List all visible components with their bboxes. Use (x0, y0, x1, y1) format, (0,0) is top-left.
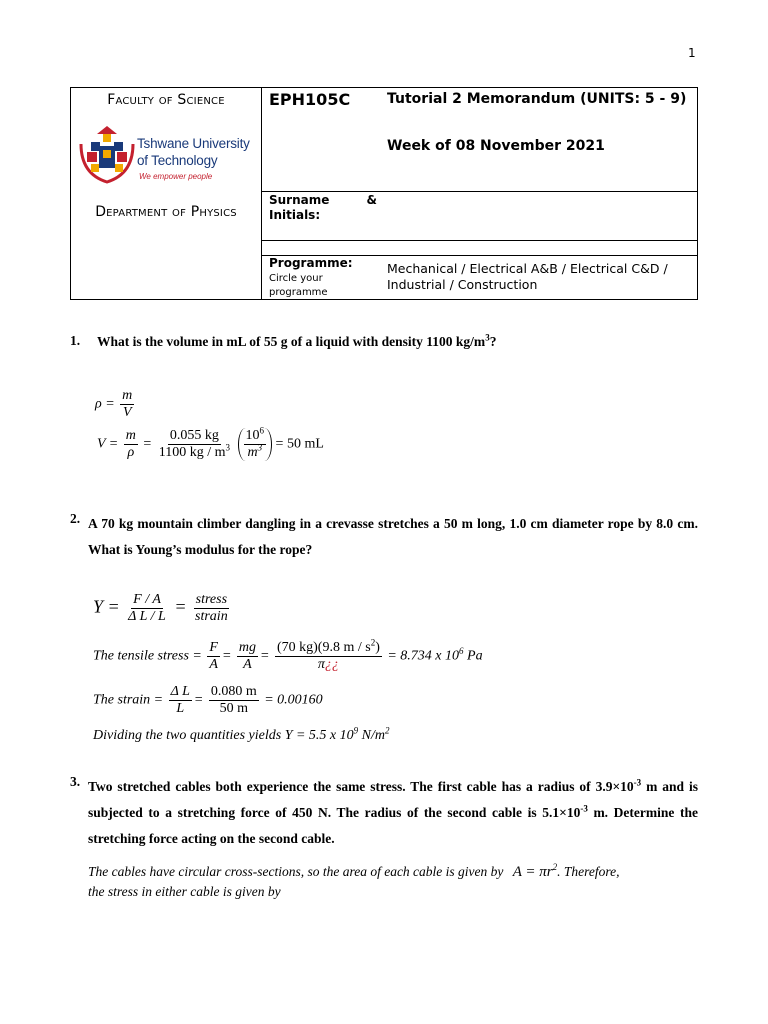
blank-row (261, 240, 697, 256)
surname-row (261, 191, 697, 241)
question-text: What is the volume in mL of 55 g of a liquid with density 1100 $kg/m^3$? (97, 332, 497, 349)
university-name-line2: of Technology (137, 153, 218, 168)
tut-emblem-icon (77, 122, 137, 186)
course-code: EPH105C (269, 90, 351, 109)
youngs-modulus-result: Dividing the two quantities yields Y = 5.5 x $10^9$ $N/m^2$ (93, 725, 390, 743)
university-tagline: We empower people (139, 172, 213, 181)
volume-equation: V = $\frac{m}{\rho}$ = $\frac{0.055 kg}{1100 kg / m^3}$ $\frac{10^6}{m^3}$ = 50 mL (97, 425, 324, 460)
strain-equation: The strain = $\frac{\text{Δ L}}{L}$ = $\frac{0.080 m}{50 m}$ = 0.00160 (93, 684, 323, 716)
tutorial-title: Tutorial 2 Memorandum (UNITS: 5 - 9) (387, 91, 687, 107)
programme-options: Mechanical / Electrical A&B / Electrical C&D / Industrial / Construction (387, 261, 668, 292)
department-label: Department of Physics (95, 204, 237, 220)
youngs-modulus-equation: Y = $\frac{F / A}{\text{Δ L / L}}$ = $\frac{\text{stress}}{\text{strain}}$ (93, 592, 228, 624)
programme-row (261, 255, 697, 299)
tensile-stress-equation: The tensile stress = $\frac{F}{A}$ = $\frac{mg}{A}$ = $\frac{(70 kg)(9.8 m / s^2)}{\pi¿¿}$ = 8.734 x $10^6$ Pa (93, 637, 483, 672)
initials-label: Initials: (269, 208, 321, 222)
question-text: Two stretched cables both experience the same stress. The first cable has a radius of $3.9\times 10^{-3}$ m and is subjected to a stretching force of 450 N. The radius of the second cable is $5.1\times 10^{-3}$ m. Determine the stretching force acting on the second cable. (88, 777, 698, 846)
programme-label: Programme: (269, 256, 353, 270)
faculty-label: Faculty of Science (107, 92, 225, 108)
university-logo (77, 122, 257, 182)
density-equation: ρ = $\frac{m}{V}$ (95, 388, 133, 420)
surname-label: Surname & (269, 193, 377, 207)
header-table (70, 87, 698, 300)
question-number: 2. (70, 511, 81, 526)
university-name-line1: Tshwane University (137, 136, 250, 151)
institution-cell (71, 88, 262, 299)
question-number: 1. (70, 333, 81, 348)
title-row (261, 88, 697, 192)
question-number: 3. (70, 774, 81, 789)
week-label: Week of 08 November 2021 (387, 138, 605, 154)
programme-hint: Circle your programme (269, 273, 328, 298)
page-number: 1 (688, 46, 696, 60)
question-text: A 70 kg mountain climber dangling in a crevasse stretches a 50 m long, 1.0 cm diameter rope by 8.0 cm. What is Young’s modulus for the rope? (88, 516, 698, 557)
question-3-answer: The cables have circular cross-sections, so the area of each cable is given by $A = \pi r^2$. Therefore, the stress in either cable is given by (88, 862, 620, 899)
